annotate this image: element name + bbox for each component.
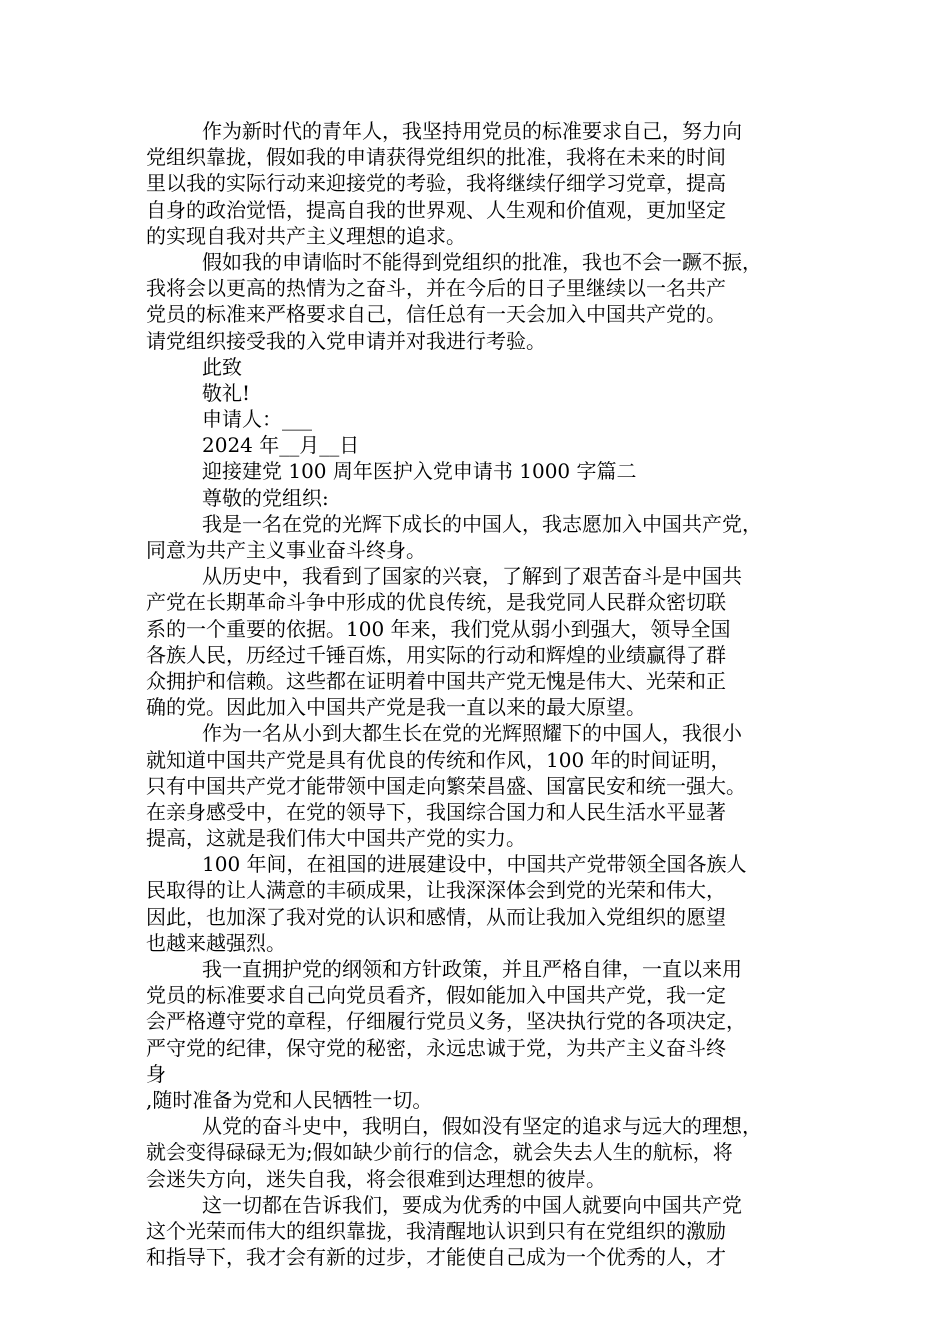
text-line: 请党组织接受我的入党申请并对我进行考验。: [146, 328, 546, 353]
text-line: 提高，这就是我们伟大中国共产党的实力。: [146, 826, 526, 851]
text-line: 里以我的实际行动来迎接党的考验，我将继续仔细学习党章，提高: [146, 171, 726, 196]
text-line: 严守党的纪律，保守党的秘密，永远忠诚于党，为共产主义奋斗终: [146, 1035, 726, 1060]
text-line: 和指导下，我才会有新的过步，才能使自己成为一个优秀的人，才: [146, 1245, 726, 1270]
text-line: 假如我的申请临时不能得到党组织的批准，我也不会一蹶不振，: [202, 249, 762, 274]
applicant-signature-line: 申请人：___: [202, 407, 312, 432]
text-line: 从党的奋斗史中，我明白，假如没有坚定的追求与远大的理想，: [202, 1114, 762, 1139]
text-line: 我是一名在党的光辉下成长的中国人，我志愿加入中国共产党，: [202, 511, 762, 536]
text-line: 就知道中国共产党是具有优良的传统和作风，100 年的时间证明，: [146, 747, 731, 772]
text-line: 我将会以更高的热情为之奋斗，并在今后的日子里继续以一名共产: [146, 276, 726, 301]
text-line: 各族人民，历经过千锤百炼，用实际的行动和辉煌的业绩赢得了群: [146, 642, 726, 667]
text-line: 同意为共产主义事业奋斗终身。: [146, 538, 426, 562]
text-line: 系的一个重要的依据。100 年来，我们党从弱小到强大，领导全国: [146, 616, 731, 641]
text-line: 作为一名从小到大都生长在党的光辉照耀下的中国人，我很小: [202, 721, 742, 746]
text-line: ,随时准备为党和人民牺牲一切。: [146, 1087, 433, 1112]
text-line: 身: [146, 1061, 166, 1086]
text-line: 这个光荣而伟大的组织靠拢，我清醒地认识到只有在党组织的激励: [146, 1218, 726, 1243]
text-line: 众拥护和信赖。这些都在证明着中国共产党无愧是伟大、光荣和正: [146, 668, 726, 693]
text-line: 党员的标准来严格要求自己，信任总有一天会加入中国共产党的。: [146, 302, 726, 327]
text-line: 民取得的让人满意的丰硕成果，让我深深体会到党的光荣和伟大，: [146, 878, 726, 903]
text-line: 就会变得碌碌无为;假如缺少前行的信念，就会失去人生的航标，将: [146, 1140, 733, 1165]
text-line: 的实现自我对共产主义理想的追求。: [146, 223, 466, 248]
closing-regards: 敬礼!: [202, 380, 251, 405]
text-line: 也越来越强烈。: [146, 930, 286, 955]
text-line: 会迷失方向，迷失自我，将会很难到达理想的彼岸。: [146, 1166, 606, 1191]
text-line: 自身的政治觉悟，提高自我的世界观、人生观和价值观，更加坚定: [146, 197, 726, 222]
section-title: 迎接建党 100 周年医护入党申请书 1000 字篇二: [202, 459, 637, 484]
text-line: 党员的标准要求自己向党员看齐，假如能加入中国共产党，我一定: [146, 983, 726, 1008]
text-line: 100 年间，在祖国的进展建设中，中国共产党带领全国各族人: [202, 852, 747, 877]
text-line: 党组织靠拢，假如我的申请获得党组织的批准，我将在未来的时间: [146, 145, 726, 170]
text-line: 在亲身感受中，在党的领导下，我国综合国力和人民生活水平显著: [146, 799, 726, 824]
text-line: 确的党。因此加入中国共产党是我一直以来的最大原望。: [146, 695, 646, 720]
text-line: 产党在长期革命斗争中形成的优良传统，是我党同人民群众密切联: [146, 590, 726, 615]
closing-salutation: 此致: [202, 354, 242, 379]
text-line: 从历史中，我看到了国家的兴衰，了解到了艰苦奋斗是中国共: [202, 564, 742, 589]
text-line: 我一直拥护党的纲领和方针政策，并且严格自律，一直以来用: [202, 957, 742, 981]
date-line: 2024 年__月__日: [202, 433, 360, 458]
text-line: 因此，也加深了我对党的认识和感情，从而让我加入党组织的愿望: [146, 904, 726, 929]
salutation: 尊敬的党组织:: [202, 485, 329, 510]
text-line: 这一切都在告诉我们，要成为优秀的中国人就要向中国共产党: [202, 1192, 742, 1217]
text-line: 只有中国共产党才能带领中国走向繁荣昌盛、国富民安和统一强大。: [146, 773, 746, 798]
document-body: [146, 118, 831, 1270]
text-line: 会严格遵守党的章程，仔细履行党员义务，坚决执行党的各项决定，: [146, 1009, 746, 1034]
text-line: 作为新时代的青年人，我坚持用党员的标准要求自己，努力向: [202, 119, 742, 143]
